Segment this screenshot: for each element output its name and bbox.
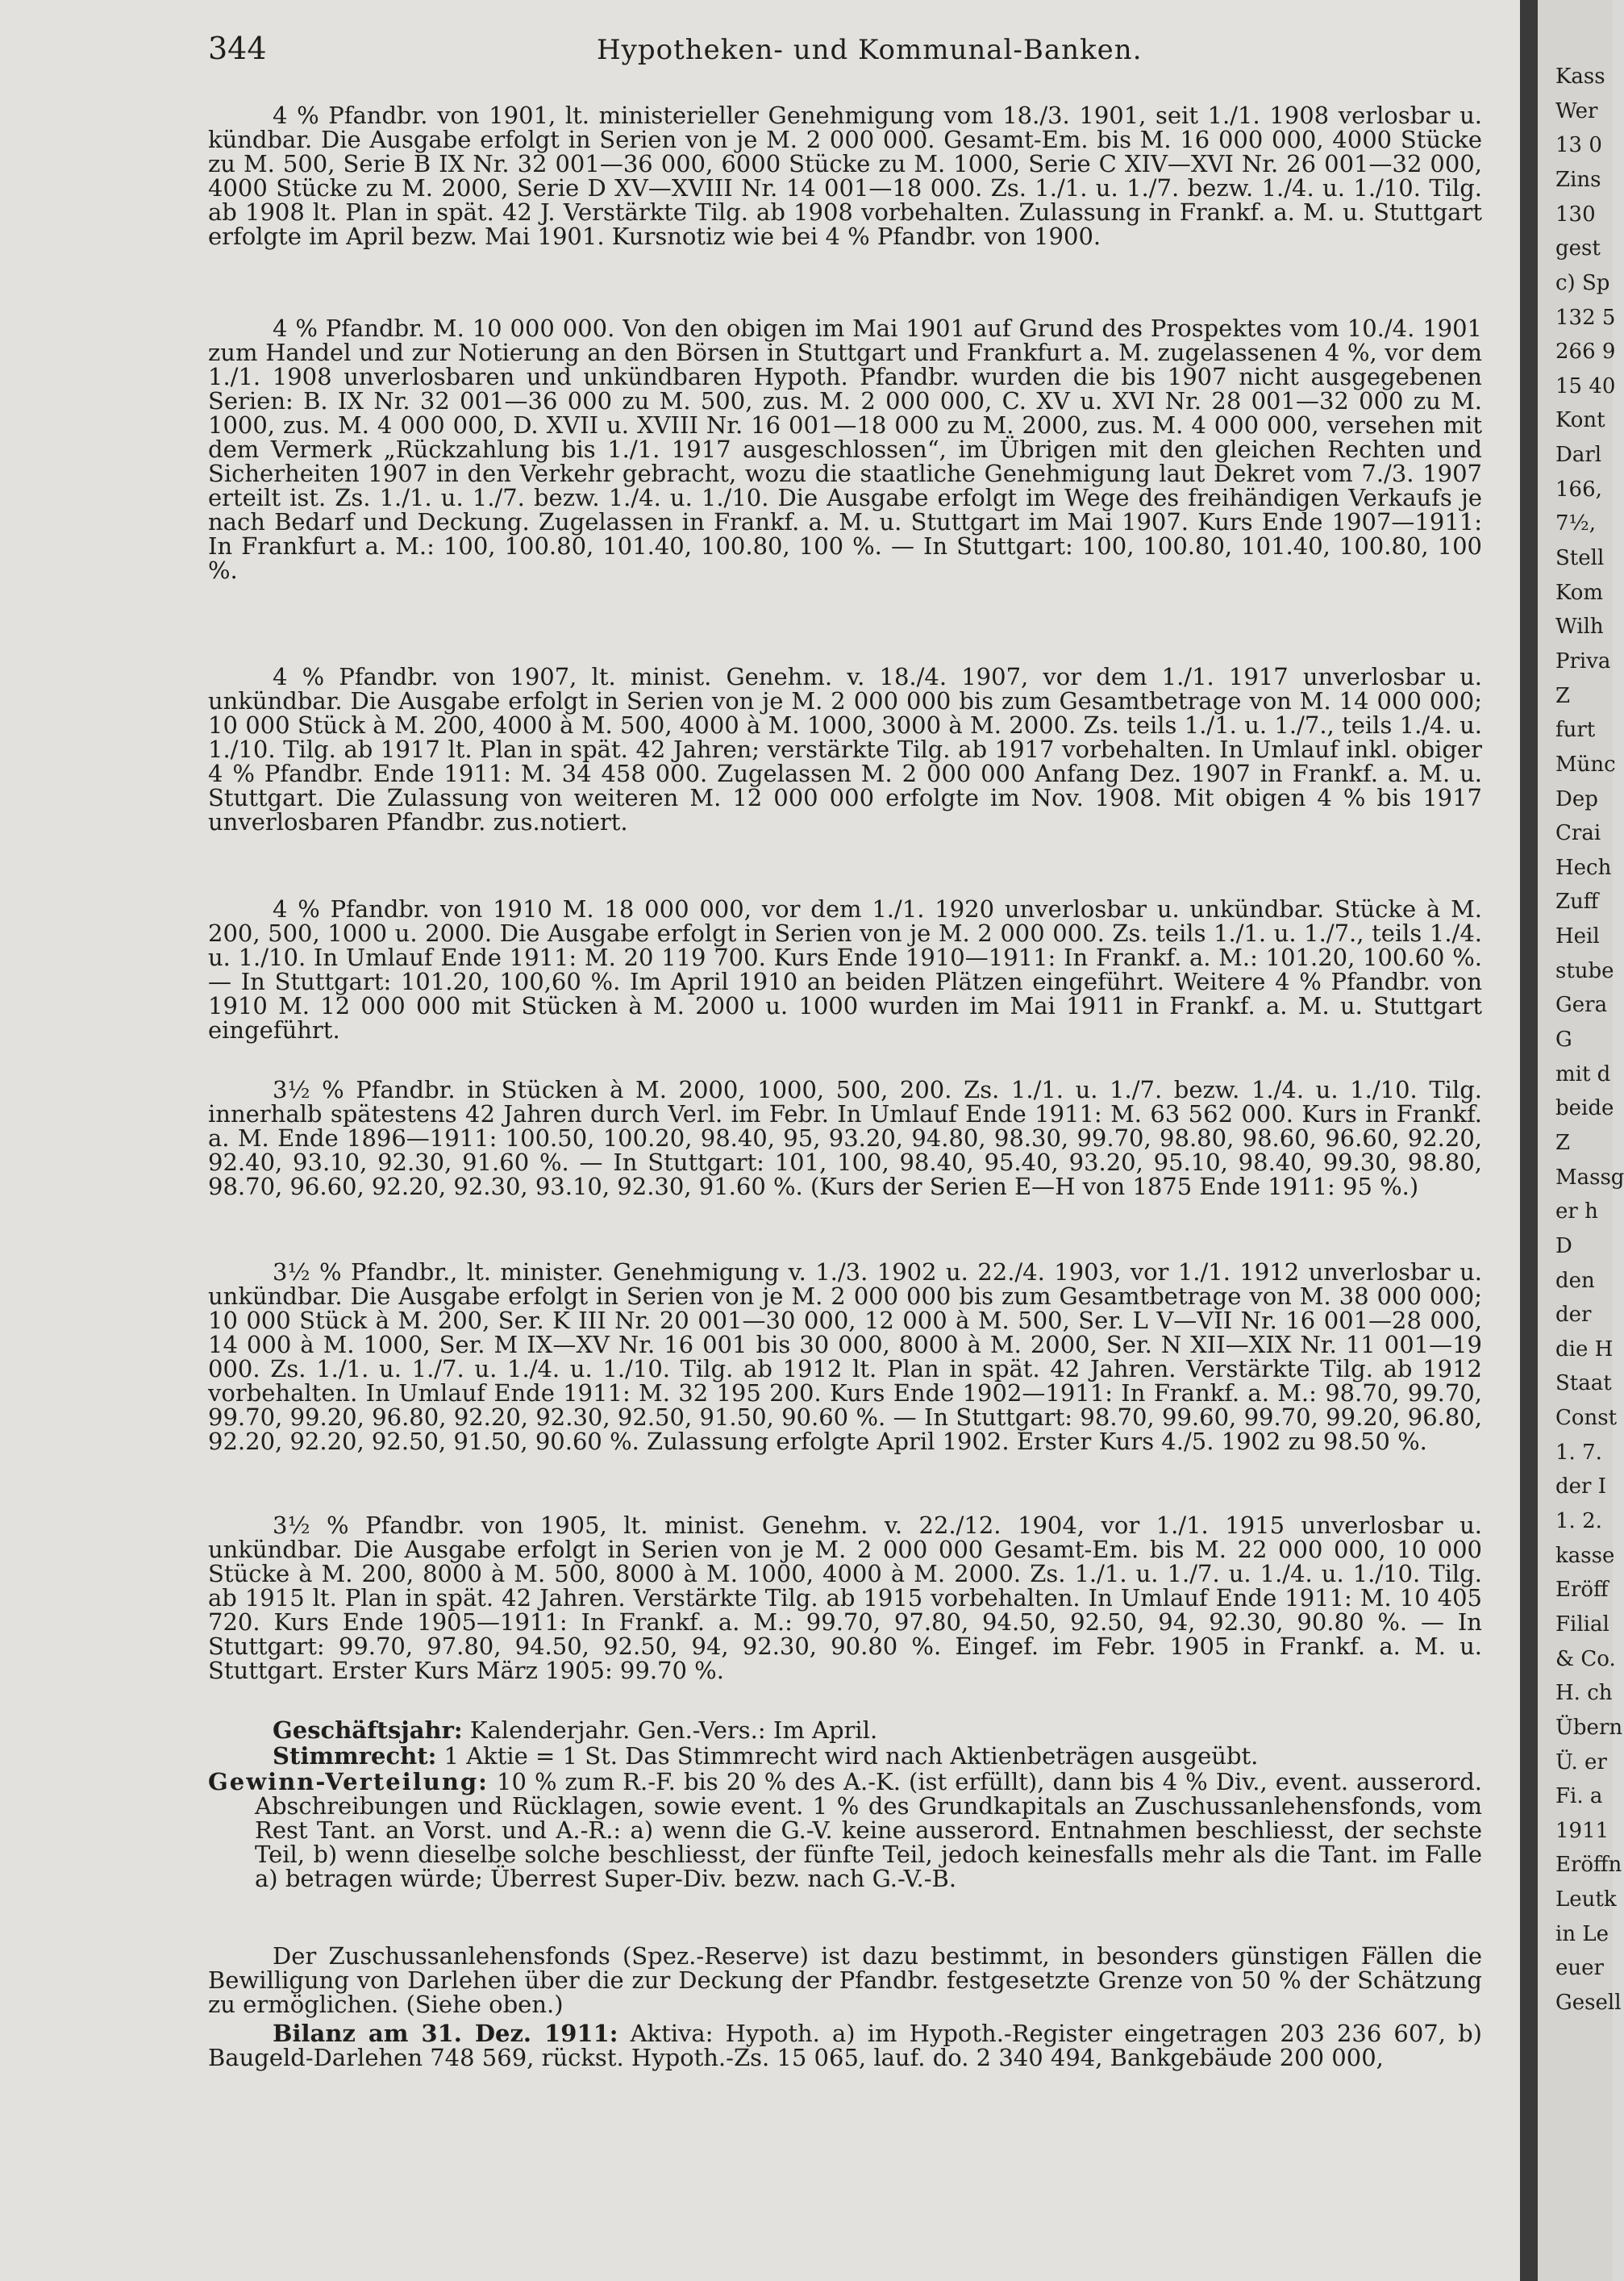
adjacent-page-fragment: der I [1555,1474,1606,1499]
adjacent-page-fragment: er h [1555,1199,1598,1224]
paragraph-text: 4 % Pfandbr. von 1910 M. 18 000 000, vor dem 1./1. 1920 unverlosbar u. unkündbar. Stücke à M. 200, 500, 1000 u. 2000. Die Ausgabe erfolgt in Serien von je M. 2 000 000. Zs. teils 1./1. u. 1./7., teils 1./4. u. 1./10. In Umlauf Ende 1911: M. 20 119 700. Kurs Ende 1910—1911: In Frankf. a. M.: 101.20, 100.60 %. — In Stuttgart: 101.20, 100,60 %. Im April 1910 an beiden Plätzen eingeführt. Weitere 4 % Pfandbr. von 1910 M. 12 000 000 mit Stücken à M. 2000 u. 1000 wurden im Mai 1911 in Frankf. a. M. u. Stuttgart eingeführt. [208,895,1482,1044]
adjacent-page-fragment: 1. 7. [1555,1441,1602,1465]
adjacent-page-fragment: Münc [1555,753,1616,777]
paragraph-zuschussanlehensfonds [208,1944,1482,2016]
adjacent-page-fragment: Priva [1555,649,1611,673]
adjacent-page-fragment: Zuff [1555,890,1599,914]
adjacent-page-fragment: 166, [1555,477,1602,502]
adjacent-page-fragment: 1911 [1555,1819,1609,1843]
adjacent-page-fragment: & Co. [1555,1647,1616,1671]
page-number: 344 [208,31,267,66]
adjacent-page-fragment: Kass [1555,65,1605,89]
adjacent-page-fragment: Z [1555,1131,1571,1155]
paragraph-text: 4 % Pfandbr. von 1901, lt. ministerieller Genehmigung vom 18./3. 1901, seit 1./1. 1908 verlosbar u. kündbar. Die Ausgabe erfolgt in Serien von je M. 2 000 000. Gesamt-Em. bis M. 16 000 000, 4000 Stücke zu M. 500, Serie B IX Nr. 32 001—36 000, 6000 Stücke zu M. 1000, Serie C XIV—XVI Nr. 26 001—32 000, 4000 Stücke zu M. 2000, Serie D XV—XVIII Nr. 14 001—18 000. Zs. 1./1. u. 1./7. bezw. 1./4. u. 1./10. Tilg. ab 1908 lt. Plan in spät. 42 J. Verstärkte Tilg. ab 1908 vorbehalten. Zulassung in Frankf. a. M. u. Stuttgart erfolgte im April bezw. Mai 1901. Kursnotiz wie bei 4 % Pfandbr. von 1900. [208,102,1482,250]
adjacent-page-fragment: Eröffn [1555,1853,1622,1877]
adjacent-page-fragment: Wilh [1555,615,1604,639]
paragraph-text: Aktiva: Hypoth. a) im Hypoth.-Register eingetragen 203 236 607, b) Baugeld-Darlehen 748 569, rückst. Hypoth.-Zs. 15 065, lauf. do. 2 340 494, Bankgebäude 200 000, [208,2020,1482,2071]
paragraph-lead: Bilanz am 31. Dez. 1911: [273,2020,618,2047]
adjacent-page-fragment: Ü. er [1555,1750,1607,1774]
paragraph-pfandbr-3-5-1902 [208,1260,1482,1453]
adjacent-page-fragment: Übern [1555,1716,1623,1740]
adjacent-page-fragment: die H [1555,1337,1614,1362]
adjacent-page-fragment: Hech [1555,856,1612,880]
paragraph-text: 3½ % Pfandbr., lt. minister. Genehmigung v. 1./3. 1902 u. 22./4. 1903, vor 1./1. 1912 unverlosbar u. unkündbar. Die Ausgabe erfolgt in Serien von je M. 2 000 000 bis zum Gesamtbetrage von M. 38 000 000; 10 000 Stück à M. 200, Ser. K III Nr. 20 001—30 000, 12 000 à M. 500, Ser. L V—VII Nr. 16 001—28 000, 14 000 à M. 1000, Ser. M IX—XV Nr. 16 001 bis 30 000, 8000 à M. 2000, Ser. N XII—XIX Nr. 11 001—19 000. Zs. 1./1. u. 1./7. u. 1./4. u. 1./10. Tilg. ab 1912 lt. Plan in spät. 42 Jahren. Verstärkte Tilg. ab 1912 vorbehalten. In Umlauf Ende 1911: M. 32 195 200. Kurs Ende 1902—1911: In Frankf. a. M.: 98.70, 99.70, 99.70, 99.20, 96.80, 92.20, 92.30, 92.50, 91.50, 90.60 %. — In Stuttgart: 98.70, 99.60, 99.70, 99.20, 96.80, 92.20, 92.20, 92.50, 91.50, 90.60 %. Zulassung erfolgte April 1902. Erster Kurs 4./5. 1902 zu 98.50 %. [208,1258,1482,1455]
adjacent-page-fragment: furt [1555,718,1596,742]
adjacent-page-fragment: Const [1555,1406,1618,1430]
paragraph-pfandbr-1910 [208,897,1482,1042]
paragraph-text: 3½ % Pfandbr. in Stücken à M. 2000, 1000, 500, 200. Zs. 1./1. u. 1./7. bezw. 1./4. u. 1./10. Tilg. innerhalb spätestens 42 Jahren durch Verl. im Febr. In Umlauf Ende 1911: M. 63 562 000. Kurs in Frankf. a. M. Ende 1896—1911: 100.50, 100.20, 98.40, 95, 93.20, 94.80, 98.30, 99.70, 98.80, 98.60, 96.60, 92.20, 92.40, 93.10, 92.30, 91.60 %. — In Stuttgart: 101, 100, 98.40, 95.40, 93.20, 95.10, 98.40, 99.30, 98.80, 98.70, 96.60, 92.20, 92.30, 93.10, 92.30, 91.60 %. (Kurs der Serien E—H von 1875 Ende 1911: 95 %.) [208,1076,1482,1200]
adjacent-page-fragment: der [1555,1303,1592,1327]
paragraph-pfandbr-1907 [208,665,1482,834]
adjacent-page-fragment: c) Sp [1555,271,1610,295]
adjacent-page-fragment: Heil [1555,924,1600,949]
adjacent-page-fragment: 7½, [1555,511,1597,536]
adjacent-page-edge [1538,0,1624,2281]
adjacent-page-fragment: 13 0 [1555,133,1602,157]
paragraph-text: Der Zuschussanlehensfonds (Spez.-Reserve) ist dazu bestimmt, in besonders günstigen Fällen die Bewilligung von Darlehen über die zur Deckung der Pfandbr. festgesetzte Grenze von 50 % der Schätzung zu ermöglichen. (Siehe oben.) [208,1942,1482,2018]
adjacent-page-fragment: Gera [1555,993,1608,1017]
paragraph-pfandbr-10-mio [208,316,1482,582]
adjacent-page-fragment: euer [1555,1956,1604,1980]
adjacent-page-fragment: mit d [1555,1062,1611,1086]
paragraph-lead: Geschäftsjahr: [273,1716,463,1744]
adjacent-page-fragment: H. ch [1555,1681,1613,1705]
paragraph-text: 4 % Pfandbr. von 1907, lt. minist. Genehm. v. 18./4. 1907, vor dem 1./1. 1917 unverlosbar u. unkündbar. Die Ausgabe erfolgt in Serien von je M. 2 000 000 bis zum Gesamtbetrage von M. 14 000 000; 10 000 Stück à M. 200, 4000 à M. 500, 4000 à M. 1000, 3000 à M. 2000. Zs. teils 1./1. u. 1./7., teils 1./4. u. 1./10. Tilg. ab 1917 lt. Plan in spät. 42 Jahren; verstärkte Tilg. ab 1917 vorbehalten. In Umlauf inkl. obiger 4 % Pfandbr. Ende 1911: M. 34 458 000. Zugelassen M. 2 000 000 Anfang Dez. 1907 in Frankf. a. M. u. Stuttgart. Die Zulassung von weiteren M. 12 000 000 erfolgte im Nov. 1908. Mit obigen 4 % bis 1917 unverlosbaren Pfandbr. zus.notiert. [208,663,1482,836]
paragraph-pfandbr-3-5-1905 [208,1513,1482,1683]
paragraph-stimmrecht [208,1744,1482,1768]
adjacent-page-fragment: Z [1555,684,1571,708]
adjacent-page-fragment: 15 40 [1555,374,1616,398]
adjacent-page-fragment: 266 9 [1555,340,1616,364]
paragraph-text: Kalenderjahr. Gen.-Vers.: Im April. [462,1716,878,1744]
adjacent-page-fragment: Stell [1555,546,1605,570]
adjacent-page-fragment: Staat [1555,1371,1612,1395]
adjacent-page-fragment: Wer [1555,99,1598,123]
running-header: Hypotheken- und Kommunal-Banken. [597,34,1143,66]
adjacent-page-fragment: Massg [1555,1166,1624,1190]
adjacent-page-fragment: den [1555,1269,1595,1293]
adjacent-page-fragment: Darl [1555,443,1602,467]
adjacent-page-fragment: kasse [1555,1544,1615,1568]
adjacent-page-fragment: Dep [1555,787,1598,811]
adjacent-page-fragment: Crai [1555,821,1601,845]
adjacent-page-fragment: 1. 2. [1555,1509,1602,1533]
adjacent-page-fragment: stube [1555,959,1614,983]
adjacent-page-fragment: Filial [1555,1612,1609,1637]
paragraph-text: 1 Aktie = 1 St. Das Stimmrecht wird nach Aktienbeträgen ausgeübt. [436,1742,1259,1770]
adjacent-page-fragment: Eröff [1555,1578,1609,1602]
paragraph-bilanz [208,2021,1482,2070]
adjacent-page-fragment: Zins [1555,168,1601,192]
adjacent-page-fragment: beide [1555,1096,1614,1120]
paragraph-text: 4 % Pfandbr. M. 10 000 000. Von den obigen im Mai 1901 auf Grund des Prospektes vom 10./4. 1901 zum Handel und zur Notierung an den Börsen in Stuttgart und Frankfurt a. M. zugelassenen 4 %, vor dem 1./1. 1908 unverlosbaren und unkündbaren Hypoth. Pfandbr. wurden die bis 1907 nicht ausgegebenen Serien: B. IX Nr. 32 001—36 000 zu M. 500, zus. M. 2 000 000, C. XV u. XVI Nr. 28 001—32 000 zu M. 1000, zus. M. 4 000 000, D. XVII u. XVIII Nr. 16 001—18 000 zu M. 2000, zus. M. 4 000 000, versehen mit dem Vermerk „Rückzahlung bis 1./1. 1917 ausgeschlossen“, im Übrigen mit den gleichen Rechten und Sicherheiten 1907 in den Verkehr gebracht, wozu die staatliche Genehmigung laut Dekret vom 7./3. 1907 erteilt ist. Zs. 1./1. u. 1./7. bezw. 1./4. u. 1./10. Die Ausgabe erfolgt im Wege des freihändigen Verkaufs je nach Bedarf und Deckung. Zugelassen in Frankf. a. M. u. Stuttgart im Mai 1907. Kurs Ende 1907—1911: In Frankfurt a. M.: 100, 100.80, 101.40, 100.80, 100 %. — In Stuttgart: 100, 100.80, 101.40, 100.80, 100 %. [208,315,1482,584]
adjacent-page-fragment: 130 [1555,202,1596,227]
book-gutter [1520,0,1538,2281]
adjacent-page-fragment: Gesell [1555,1991,1622,2015]
paragraph-lead: Gewinn-Verteilung: [208,1768,489,1795]
paragraph-pfandbr-3-5 [208,1078,1482,1199]
adjacent-page-fragment: Leutk [1555,1887,1617,1912]
paragraph-text: 3½ % Pfandbr. von 1905, lt. minist. Genehm. v. 22./12. 1904, vor 1./1. 1915 unverlosbar u. unkündbar. Die Ausgabe erfolgt in Serien von je M. 2 000 000 Gesamt-Em. bis M. 22 000 000, 10 000 Stücke à M. 200, 8000 à M. 500, 8000 à M. 1000, 4000 à M. 2000. Zs. 1./1. u. 1./7. u. 1./4. u. 1./10. Tilg. ab 1915 lt. Plan in spät. 42 Jahren. Verstärkte Tilg. ab 1915 vorbehalten. In Umlauf Ende 1911: M. 10 405 720. Kurs Ende 1905—1911: In Frankf. a. M.: 99.70, 97.80, 94.50, 92.50, 94, 92.30, 90.80 %. — In Stuttgart: 99.70, 97.80, 94.50, 92.50, 94, 92.30, 90.80 %. Eingef. im Febr. 1905 in Frankf. a. M. u. Stuttgart. Erster Kurs März 1905: 99.70 %. [208,1512,1482,1684]
adjacent-page-fragment: Kont [1555,408,1605,432]
paragraph-gewinn-verteilung [208,1770,1482,1891]
adjacent-page-fragment: gest [1555,236,1601,261]
adjacent-page-fragment: Kom [1555,581,1604,605]
adjacent-page-fragment: in Le [1555,1922,1609,1946]
paragraph-text: 10 % zum R.-F. bis 20 % des A.-K. (ist erfüllt), dann bis 4 % Div., event. ausserord. Abschreibungen und Rücklagen, sowie event. 1 % des Grundkapitals an Zuschussanlehensfonds, vom Rest Tant. an Vorst. und A.-R.: a) wenn die G.-V. keine ausserord. Entnahmen beschliesst, der sechste Teil, b) wenn dieselbe solche beschliesst, der fünfte Teil, jedoch keinesfalls mehr als die Tant. im Falle a) betragen würde; Überrest Super-Div. bezw. nach G.-V.-B. [255,1768,1482,1892]
adjacent-page-fragment: G [1555,1028,1572,1052]
adjacent-page-fragment: 132 5 [1555,306,1616,330]
adjacent-page-fragment: D [1555,1234,1572,1258]
paragraph-pfandbr-1901 [208,103,1482,248]
paragraph-geschaeftsjahr [208,1718,1482,1742]
adjacent-page-fragment: Fi. a [1555,1784,1603,1808]
paragraph-lead: Stimmrecht: [273,1742,437,1770]
